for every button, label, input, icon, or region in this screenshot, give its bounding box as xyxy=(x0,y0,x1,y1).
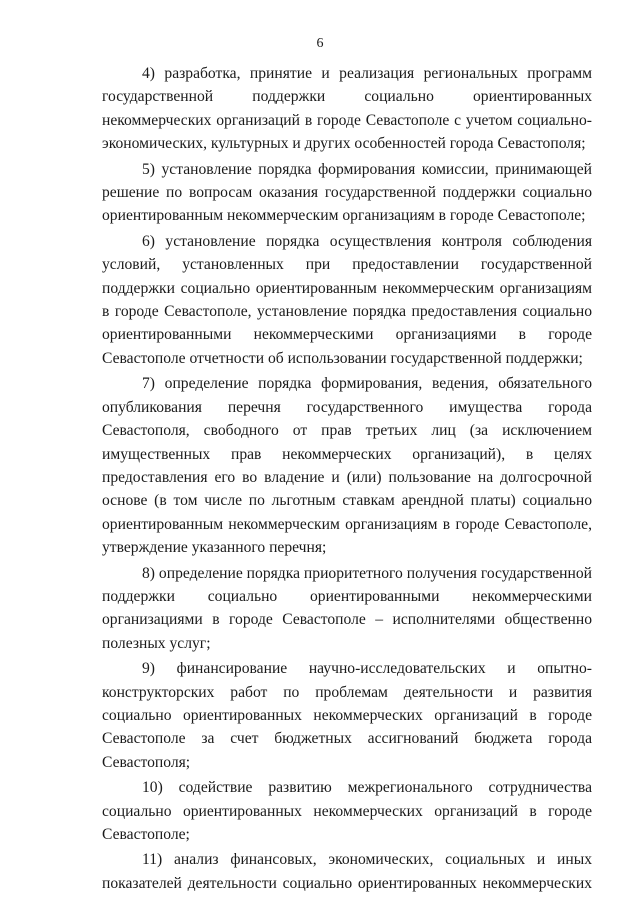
paragraph-item-9: 9) финансирование научно-исследовательских и опытно-конструкторских работ по проблемам деятельности и развития социально ориентированных некоммерческих организаций в городе Севастополе за счет бюджетных ассигнований бюджета города Севастополя; xyxy=(102,660,592,771)
paragraph-item-6: 6) установление порядка осуществления контроля соблюдения условий, установленных при предоставлении государственной поддержки социально ориентированным некоммерческим организациям в городе Севастополе, установление порядка предоставления социально ориентированными некоммерческими организациями в городе Севастополе отчетности об использовании государственной поддержки; xyxy=(102,232,592,367)
paragraph-item-5: 5) установление порядка формирования комиссии, принимающей решение по вопросам оказания государственной поддержки социально ориентированным некоммерческим организациям в городе Севастополе; xyxy=(102,160,592,225)
paragraph-item-4: 4) разработка, принятие и реализация региональных программ государственной поддержки социально ориентированных некоммерческих организаций в городе Севастополе с учетом социально-экономических, культурных и других особенностей города Севастополя; xyxy=(102,65,592,153)
paragraph-item-10: 10) содействие развитию межрегионального сотрудничества социально ориентированных некоммерческих организаций в городе Севастополе; xyxy=(102,779,592,843)
page-number: 6 xyxy=(316,36,324,51)
paragraph-item-11: 11) анализ финансовых, экономических, социальных и иных показателей деятельности социально ориентированных некоммерческих xyxy=(102,851,592,892)
paragraph-item-8: 8) определение порядка приоритетного получения государственной поддержки социально ориентированными некоммерческими организациями в городе Севастополе – исполнителями общественно полезных услуг; xyxy=(102,564,592,652)
document-body xyxy=(102,62,592,897)
paragraph-item-7: 7) определение порядка формирования, ведения, обязательного опубликования перечня государственного имущества города Севастополя, свободного от прав третьих лиц (за исключением имущественных прав некоммерческих организаций), в целях предоставления его во владение и (или) пользование на долгосрочной основе (в том числе по льготным ставкам арендной платы) социально ориентированным некоммерческим организациям в городе Севастополе, утверждение указанного перечня; xyxy=(102,375,592,557)
